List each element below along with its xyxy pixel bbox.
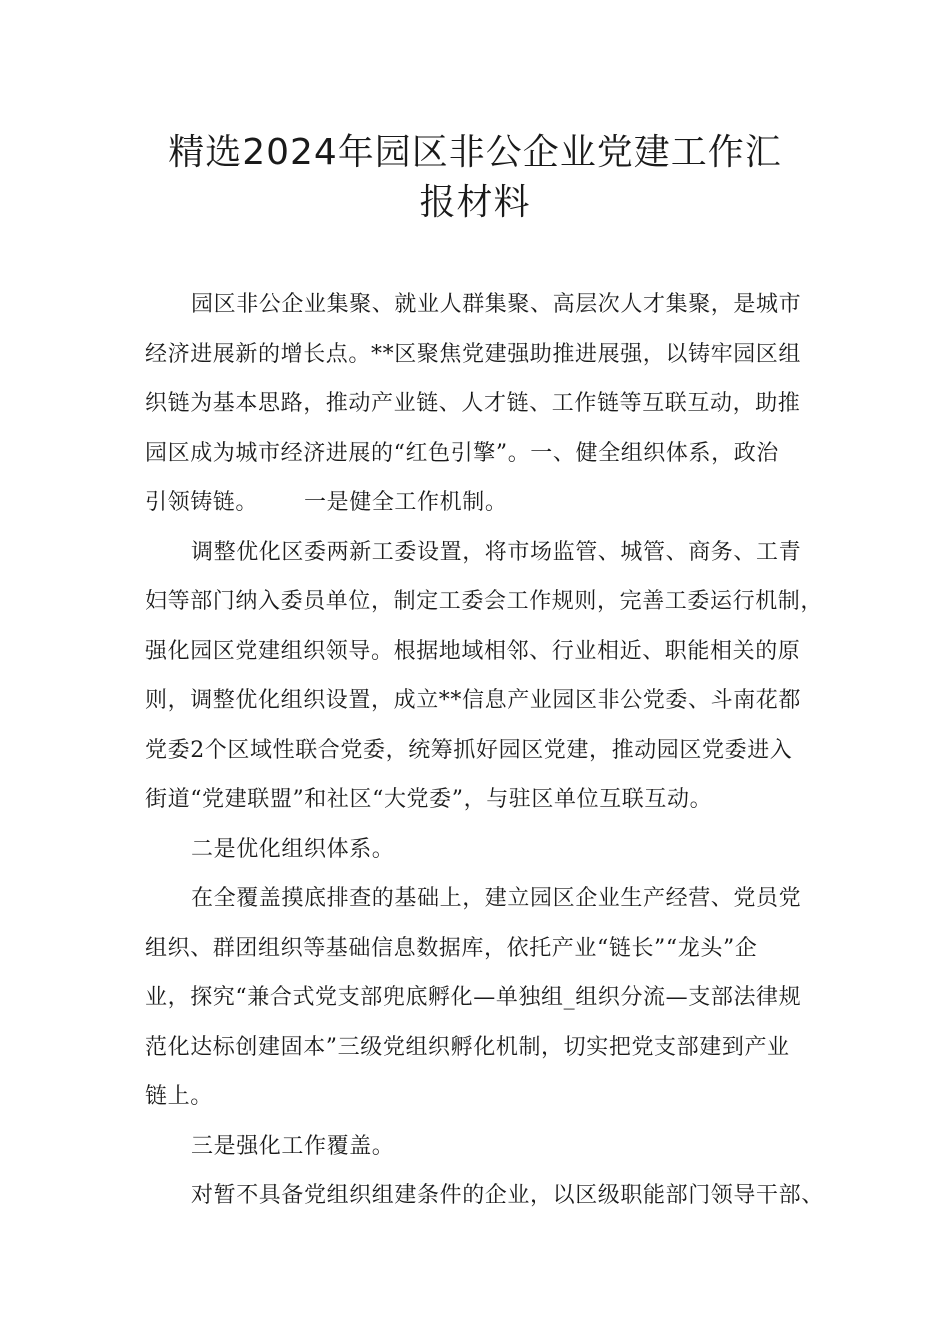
body-line-part: 引领铸链。 (145, 490, 259, 515)
title-line-2: 报材料 (419, 182, 531, 223)
body-line: 链上。 (145, 1084, 213, 1109)
body-line: 三是强化工作覆盖。 (191, 1133, 395, 1159)
body-line: 强化园区党建组织领导。根据地域相邻、行业相近、职能相关的原 (145, 638, 801, 664)
body-line: 则，调整优化组织设置，成立**信息产业园区非公党委、斗南花都 (145, 688, 802, 713)
body-line: 经济进展新的增长点。**区聚焦党建强助推进展强，以铸牢园区组 (145, 341, 802, 367)
body-line: 织链为基本思路，推动产业链、人才链、工作链等互联互动，助推 (145, 391, 801, 416)
body-line: 在全覆盖摸底排查的基础上，建立园区企业生产经营、党员党 (191, 886, 802, 911)
body-line: 园区非公企业集聚、就业人群集聚、高层次人才集聚，是城市 (191, 292, 802, 317)
body-line: 调整优化区委两新工委设置，将市场监管、城管、商务、工青 (191, 539, 802, 565)
body-line: 园区成为城市经济进展的“红色引擎”。一、健全组织体系，政治 (145, 440, 779, 466)
body-line: 组织、群团组织等基础信息数据库，依托产业“链长”“龙头”企 (145, 935, 758, 961)
body-line: 党委2个区域性联合党委，统筹抓好园区党建，推动园区党委进入 (145, 737, 793, 763)
body-line (145, 478, 825, 528)
title-line-1: 精选2024年园区非公企业党建工作汇 (168, 132, 782, 173)
document-body (145, 280, 825, 1221)
body-line: 妇等部门纳入委员单位，制定工委会工作规则，完善工委运行机制， (145, 589, 824, 614)
body-line: 业，探究“兼合式党支部兜底孵化—单独组_组织分流—支部法律规 (145, 985, 802, 1010)
body-line-part: 一是健全工作机制。 (304, 490, 508, 515)
body-line: 对暂不具备党组织组建条件的企业，以区级职能部门领导干部、 (191, 1183, 824, 1208)
body-line: 范化达标创建固本”三级党组织孵化机制，切实把党支部建到产业 (145, 1034, 790, 1060)
document-title (0, 128, 950, 228)
body-line: 街道“党建联盟”和社区“大党委”，与驻区单位互联互动。 (145, 787, 713, 812)
body-line: 二是优化组织体系。 (191, 836, 395, 862)
